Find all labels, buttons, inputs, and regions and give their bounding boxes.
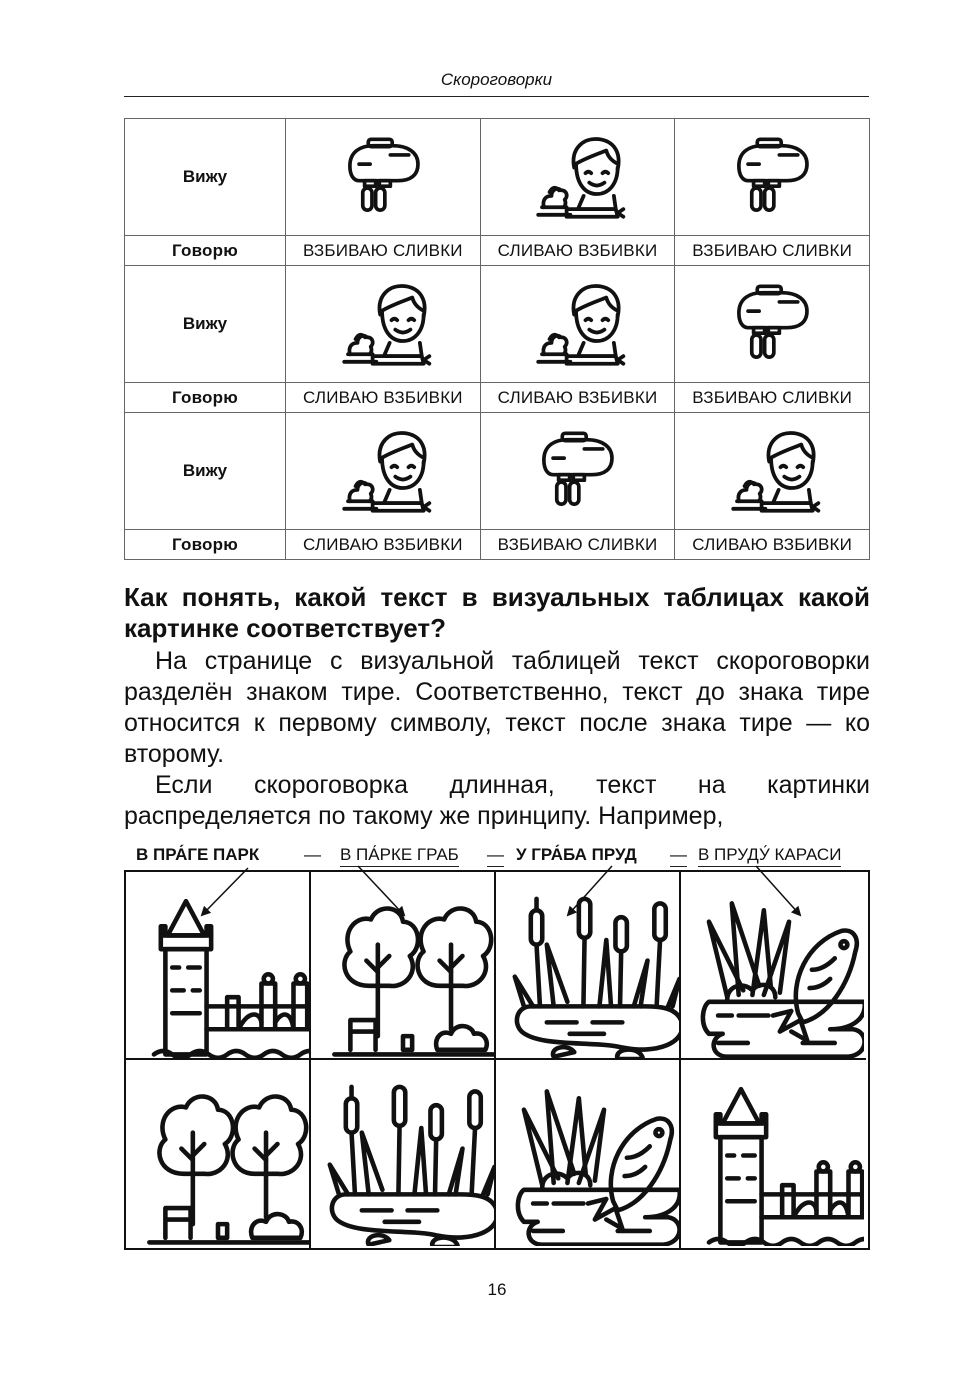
example-label: В ПРУДУ́ КАРАСИ — [698, 845, 841, 867]
page-number: 16 — [487, 1280, 507, 1299]
see-label: Вижу — [125, 266, 286, 383]
prague-icon — [681, 1060, 866, 1248]
say-label: Говорю — [125, 383, 286, 413]
reeds-pond-icon — [311, 1060, 496, 1248]
phrase-cell: СЛИВАЮ ВЗБИВКИ — [675, 530, 870, 560]
fish-pond-icon — [496, 1060, 681, 1248]
section-heading: Как понять, какой текст в визуальных таблицах какой картинке соответствует? — [124, 582, 870, 643]
see-label: Вижу — [125, 413, 286, 530]
phrase-cell: ВЗБИВАЮ СЛИВКИ — [480, 530, 675, 560]
phrase-cell: ВЗБИВАЮ СЛИВКИ — [675, 383, 870, 413]
park-trees-icon — [311, 872, 496, 1060]
paragraph: На странице с визуальной таблицей текст скороговорки разделён знаком тире. Соответственно, текст до знака тире относится к первому символу, текст после знака тире — ко второму. — [124, 647, 870, 768]
example-label: В ПА́РКЕ ГРАБ — [340, 845, 459, 867]
say-label: Говорю — [125, 236, 286, 266]
park-trees-icon — [126, 1060, 311, 1248]
phrase-cell: СЛИВАЮ ВЗБИВКИ — [480, 236, 675, 266]
phrase-cell: СЛИВАЮ ВЗБИВКИ — [286, 530, 481, 560]
paragraph: Если скороговорка длинная, текст на картинки распределяется по такому же принципу. Например, — [124, 771, 870, 830]
example-label: В ПРА́ГЕ ПАРК — [136, 845, 260, 864]
phrase-cell: СЛИВАЮ ВЗБИВКИ — [480, 383, 675, 413]
phrase-cell: ВЗБИВАЮ СЛИВКИ — [675, 236, 870, 266]
phrase-cell: ВЗБИВАЮ СЛИВКИ — [286, 236, 481, 266]
prague-icon — [126, 872, 311, 1060]
running-head: Скороговорки — [440, 70, 553, 89]
example-grid — [124, 870, 870, 1250]
dash: — — [670, 845, 687, 867]
reeds-pond-icon — [496, 872, 681, 1060]
fish-pond-icon — [681, 872, 866, 1060]
dash: — — [304, 845, 321, 864]
example-label: У ГРА́БА ПРУД — [516, 845, 637, 864]
phrase-cell: СЛИВАЮ ВЗБИВКИ — [286, 383, 481, 413]
say-label: Говорю — [125, 530, 286, 560]
dash: — — [487, 845, 504, 867]
see-label: Вижу — [125, 119, 286, 236]
